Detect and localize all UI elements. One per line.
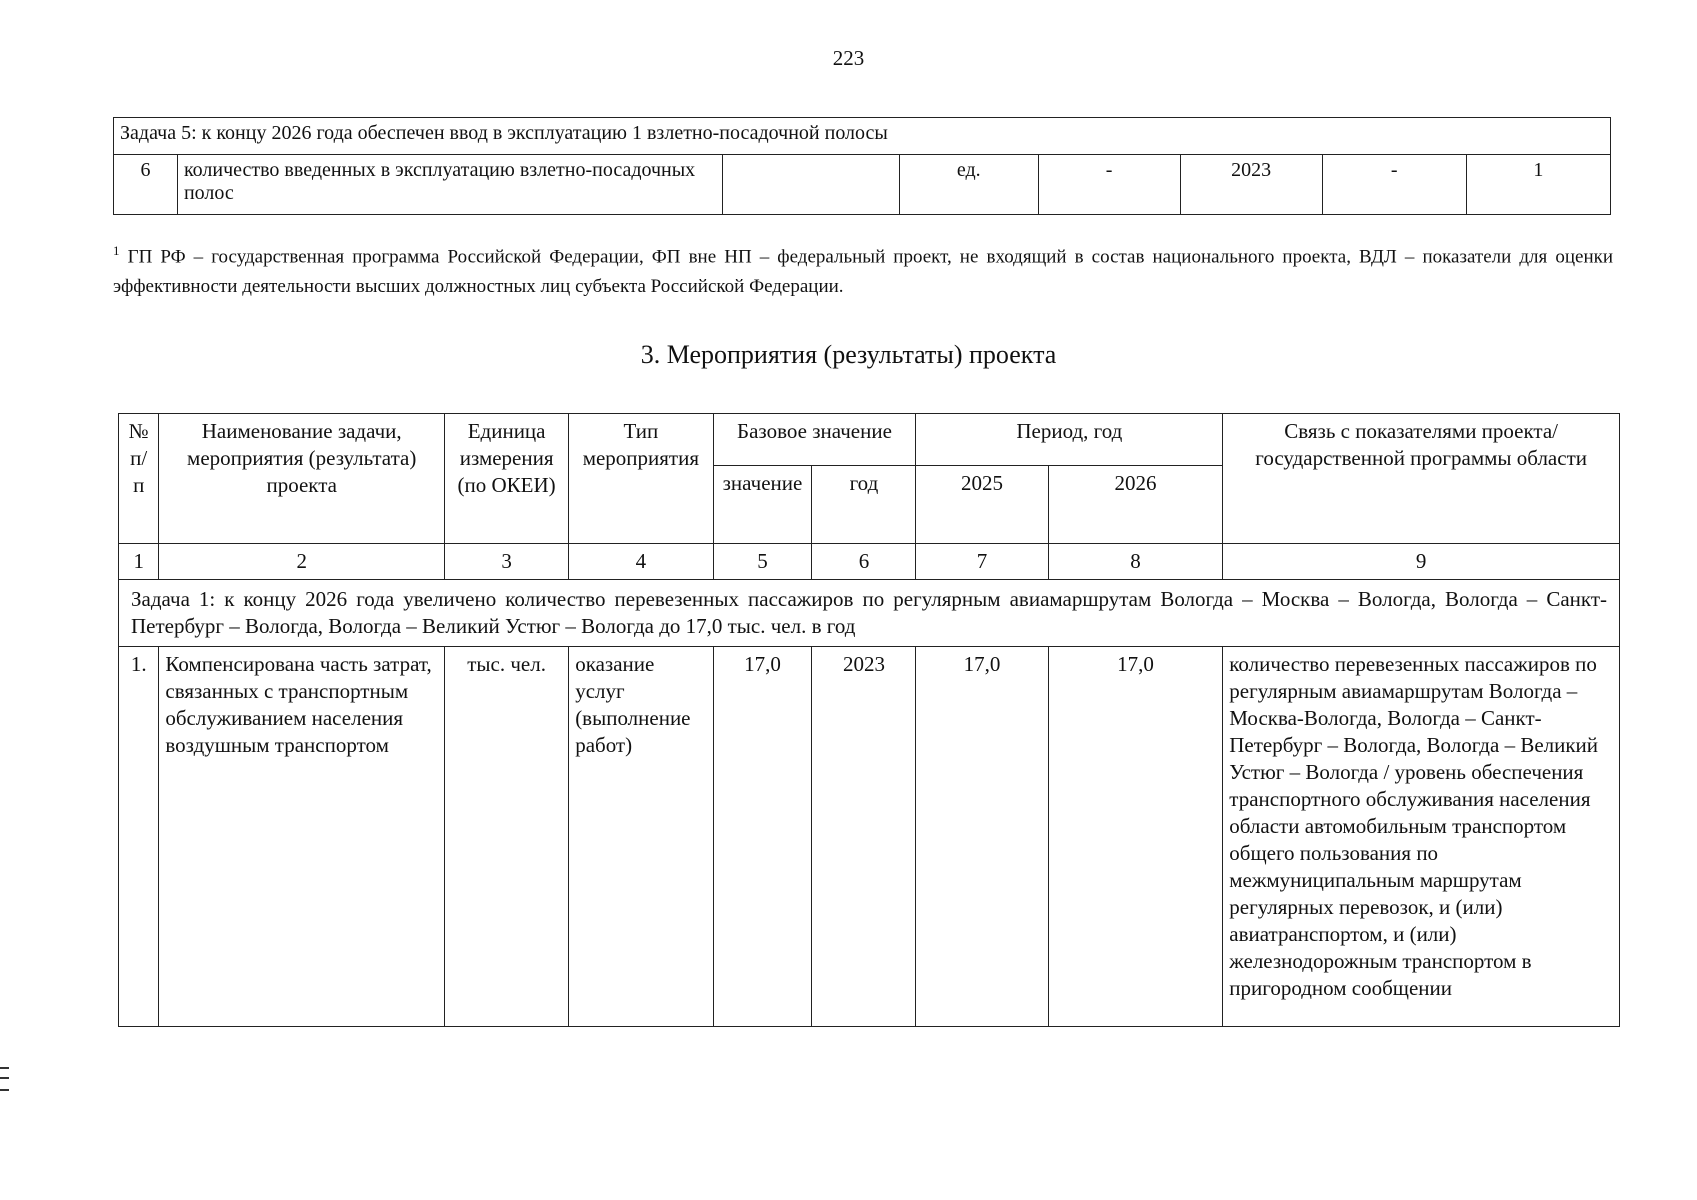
- header-name: Наименование задачи, мероприятия (результата) проекта: [159, 414, 445, 544]
- unit-cell: тыс. чел.: [445, 647, 569, 1027]
- column-number: 5: [713, 544, 812, 580]
- year-cell: 2023: [1180, 155, 1322, 215]
- footnote: [113, 236, 1613, 302]
- margin-mark: [0, 1067, 9, 1091]
- task-5-row: Задача 5: к концу 2026 года обеспечен ввод в эксплуатацию 1 взлетно-посадочной полосы: [114, 118, 1611, 155]
- column-number: 9: [1223, 544, 1620, 580]
- link-cell: количество перевезенных пассажиров по регулярным авиамаршрутам Вологда – Москва-Вологда, Вологда – Санкт-Петербург – Вологда, Вологда – Великий Устюг – Вологда / уровень обеспечения транспортного обслуживания населения области автомобильным транспортом общего пользования по межмуниципальным маршрутам регулярных перевозок, и (или) авиатранспортом, и (или) железнодорожным транспортом в пригородном сообщении: [1223, 647, 1620, 1027]
- header-unit: Единица измерения (по ОКЕИ): [445, 414, 569, 544]
- page-number: 223: [832, 46, 865, 70]
- base-value-cell: 17,0: [713, 647, 812, 1027]
- task-1-row: Задача 1: к концу 2026 года увеличено количество перевезенных пассажиров по регулярным авиамаршрутам Вологда – Москва – Вологда, Вологда – Санкт-Петербург – Вологда, Вологда – Великий Устюг – Вологда до 17,0 тыс. чел. в год: [119, 580, 1620, 647]
- footnote-text: ГП РФ – государственная программа Российской Федерации, ФП вне НП – федеральный проект, не входящий в состав национального проекта, ВДЛ – показатели для оценки эффективности деятельности высших должностных лиц субъекта Российской Федерации.: [113, 246, 1614, 298]
- header-base-value: значение: [713, 466, 812, 544]
- column-number: 1: [119, 544, 159, 580]
- column-number: 4: [569, 544, 713, 580]
- row-number: 6: [114, 155, 178, 215]
- table-row: [114, 155, 1611, 215]
- column-number: 8: [1048, 544, 1223, 580]
- measures-table: [118, 413, 1620, 1027]
- unit-cell: ед.: [899, 155, 1038, 215]
- indicator-name: количество введенных в эксплуатацию взлетно-посадочных полос: [177, 155, 722, 215]
- empty-cell: [723, 155, 900, 215]
- value-2025-cell: 17,0: [916, 647, 1048, 1027]
- column-number: 6: [812, 544, 916, 580]
- header-2026: 2026: [1048, 466, 1223, 544]
- header-2025: 2025: [916, 466, 1048, 544]
- base-value-cell: -: [1038, 155, 1180, 215]
- column-number: 2: [159, 544, 445, 580]
- row-number: 1.: [119, 647, 159, 1027]
- header-type: Тип мероприятия: [569, 414, 713, 544]
- header-num: № п/п: [119, 414, 159, 544]
- table-row: [119, 647, 1620, 1027]
- value-2026-cell: 1: [1466, 155, 1610, 215]
- value-2025-cell: -: [1322, 155, 1466, 215]
- header-base-group: Базовое значение: [713, 414, 916, 466]
- measure-name: Компенсирована часть затрат, связанных с транспортным обслуживанием населения воздушным транспортом: [159, 647, 445, 1027]
- header-link: Связь с показателями проекта/государственной программы области: [1223, 414, 1620, 544]
- indicators-table-continuation: [113, 117, 1611, 215]
- footnote-mark: 1: [113, 243, 120, 258]
- column-numbers-row: [119, 544, 1620, 580]
- measure-type: оказание услуг (выполнение работ): [569, 647, 713, 1027]
- base-year-cell: 2023: [812, 647, 916, 1027]
- header-period-group: Период, год: [916, 414, 1223, 466]
- value-2026-cell: 17,0: [1048, 647, 1223, 1027]
- column-number: 7: [916, 544, 1048, 580]
- column-number: 3: [445, 544, 569, 580]
- section-title: 3. Мероприятия (результаты) проекта: [640, 340, 1057, 369]
- header-base-year: год: [812, 466, 916, 544]
